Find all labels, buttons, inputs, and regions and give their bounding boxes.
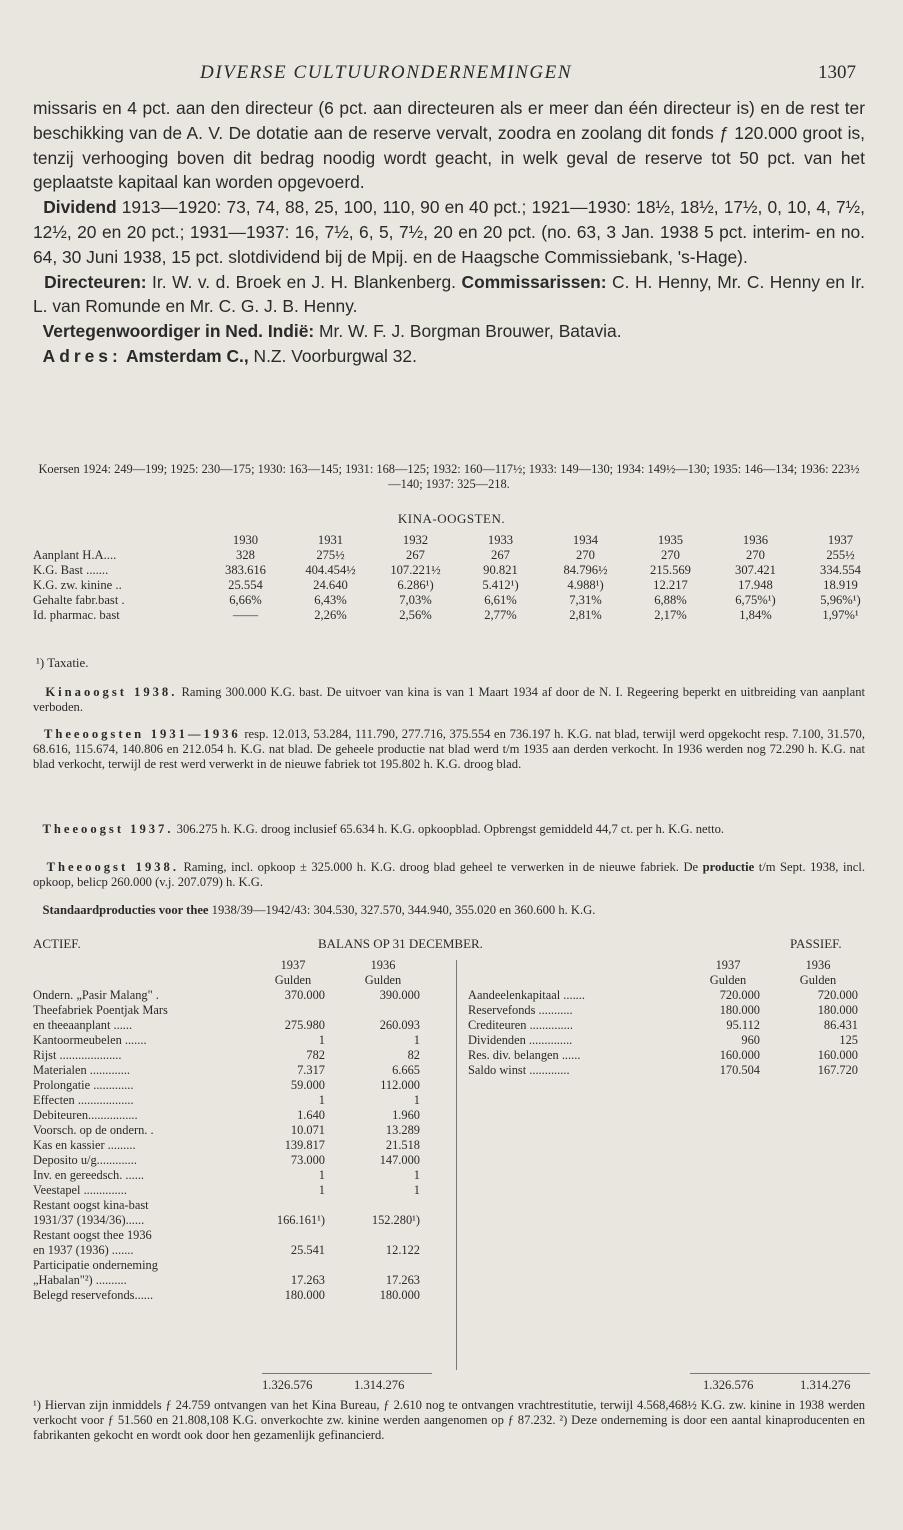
balance-row (33, 988, 453, 1003)
unit-label: Gulden (709, 973, 747, 987)
year-header-row (468, 958, 868, 973)
balance-value-1937: 7.317 (297, 1063, 325, 1077)
balance-value-1936: 160.000 (817, 1048, 858, 1062)
year-cell: 1931 (317, 533, 344, 547)
balance-value-1936: 180.000 (817, 1003, 858, 1017)
kina-table-title: KINA-OOGSTEN. (397, 511, 506, 526)
balance-row (468, 988, 868, 1003)
table-cell: 404.454½ (305, 563, 356, 577)
balans-divider (456, 960, 457, 1370)
balance-value-1936: 6.665 (392, 1063, 420, 1077)
balance-value-1936: 1 (413, 1183, 420, 1197)
balans-actief-heading: ACTIEF. (33, 936, 81, 951)
table-cell: 4.988¹) (567, 578, 604, 592)
balance-row-label: Kantoormeubelen ....... (33, 1033, 147, 1047)
balance-row (468, 1003, 868, 1018)
row-label: Aanplant H.A.... (33, 548, 117, 562)
table-cell: 334.554 (820, 563, 861, 577)
balance-row (33, 1063, 453, 1078)
year-cell: 1935 (657, 533, 684, 547)
table-cell: 270 (661, 548, 680, 562)
balance-value-1937: 275.980 (284, 1018, 325, 1032)
year-cell: 1936 (742, 533, 769, 547)
balance-value-1937: 782 (306, 1048, 325, 1062)
directeuren-text: Ir. W. v. d. Broek en J. H. Blankenberg. (146, 271, 462, 292)
balance-row-label: Kas en kassier ......... (33, 1138, 136, 1152)
row-label: Id. pharmac. bast (33, 608, 120, 622)
paragraph-representative (33, 319, 865, 344)
paragraph-address (33, 344, 865, 369)
balance-value-1937: 1 (318, 1168, 325, 1182)
balance-value-1936: 17.263 (385, 1273, 420, 1287)
balance-row-label: en theeaanplant ...... (33, 1018, 133, 1032)
year-cell: 1930 (232, 533, 259, 547)
table-cell: 6,43% (314, 593, 347, 607)
balance-value-1936: 147.000 (379, 1153, 420, 1167)
balance-value-1937: 720.000 (719, 988, 760, 1002)
balance-row-label: 1931/37 (1934/36)...... (33, 1213, 145, 1227)
balance-value-1936: 167.720 (817, 1063, 858, 1077)
balance-value-1937: 17.263 (290, 1273, 325, 1287)
kinaoogst-label: Kinaoogst 1938. (45, 685, 178, 699)
total-rule-left (262, 1373, 432, 1374)
balance-row (33, 1228, 453, 1243)
theeoogst-1938-label: Theeoogst 1938. (46, 860, 179, 874)
balance-row-label: en 1937 (1936) ....... (33, 1243, 134, 1257)
balance-value-1937: 370.000 (284, 988, 325, 1002)
table-cell: 5,96%¹) (820, 593, 861, 607)
balance-value-1936: 720.000 (817, 988, 858, 1002)
balance-value-1936: 12.122 (385, 1243, 420, 1257)
balance-row (33, 1168, 453, 1183)
year-cell: 1937 (827, 533, 854, 547)
company-body-text (33, 96, 865, 369)
balance-row-label: Rijst .................... (33, 1048, 122, 1062)
balance-row-label: „Habalan"²) .......... (33, 1273, 127, 1287)
table-cell: 255½ (826, 548, 855, 562)
balance-row (33, 1153, 453, 1168)
table-cell: 1,84% (739, 608, 772, 622)
balance-value-1936: 1.960 (392, 1108, 420, 1122)
balance-row (33, 1198, 453, 1213)
balance-row-label: Veestapel .............. (33, 1183, 127, 1197)
balance-row-label: Res. div. belangen ...... (468, 1048, 581, 1062)
unit-label: Gulden (274, 973, 312, 987)
balance-value-1937: 59.000 (290, 1078, 325, 1092)
theeoogst-1937-label: Theeoogst 1937. (42, 822, 174, 836)
balance-row (33, 1258, 453, 1273)
balance-row (468, 1063, 868, 1078)
table-cell: 2,77% (484, 608, 517, 622)
balance-row (468, 1033, 868, 1048)
table-cell: 2,26% (314, 608, 347, 622)
kinaoogst-text: Raming 300.000 K.G. bast. De uitvoer van kina is van 1 Maart 1934 af door de N. I. Regeering beperkt en uitbreiding van aanplant verboden. (33, 685, 865, 715)
balance-row-label: Voorsch. op de ondern. . (33, 1123, 154, 1137)
theeoogst-1938-text-a: Raming, incl. opkoop ± 325.000 h. K.G. droog blad geheel te verwerken in de nieuwe fabriek. De (179, 860, 703, 874)
balance-row (33, 1123, 453, 1138)
balance-row (33, 1078, 453, 1093)
balance-row (468, 1048, 868, 1063)
table-cell: 7,31% (569, 593, 602, 607)
balance-value-1936: 86.431 (823, 1018, 858, 1032)
theeoogsten-label: Theeoogsten 1931—1936 (43, 727, 241, 741)
year-label: 1936 (370, 958, 396, 972)
table-cell: 6,75%¹) (735, 593, 776, 607)
balance-value-1937: 1 (318, 1033, 325, 1047)
table-cell: 84.796½ (563, 563, 608, 577)
balance-row-label: Reservefonds ........... (468, 1003, 573, 1017)
balance-row-label: Participatie onderneming (33, 1258, 158, 1272)
table-cell: 25.554 (228, 578, 263, 592)
balance-value-1936: 152.280¹) (371, 1213, 420, 1227)
total-rule-right (690, 1373, 870, 1374)
balance-value-1937: 139.817 (284, 1138, 325, 1152)
year-label: 1937 (280, 958, 306, 972)
balance-value-1937: 170.504 (719, 1063, 760, 1077)
balance-row-label: Prolongatie ............. (33, 1078, 134, 1092)
balance-row-label: Dividenden .............. (468, 1033, 573, 1047)
unit-label: Gulden (799, 973, 837, 987)
kina-table (33, 533, 883, 623)
year-cell: 1934 (572, 533, 599, 547)
adres-label: Adres: (42, 345, 122, 366)
balance-row-label: Restant oogst kina-bast (33, 1198, 149, 1212)
total-right-1937: 1.326.576 (703, 1378, 754, 1392)
balance-value-1936: 1 (413, 1033, 420, 1047)
balance-row-label: Aandeelenkapitaal ....... (468, 988, 585, 1002)
balance-value-1937: 180.000 (719, 1003, 760, 1017)
paragraph-directors (33, 270, 865, 320)
balance-row-label: Debiteuren................ (33, 1108, 138, 1122)
balance-value-1937: 25.541 (290, 1243, 325, 1257)
table-cell: 2,17% (654, 608, 687, 622)
balance-value-1937: 180.000 (284, 1288, 325, 1302)
table-cell: 267 (491, 548, 510, 562)
table-cell: 328 (236, 548, 255, 562)
balans-title: BALANS OP 31 DECEMBER. (318, 936, 483, 951)
standaardproducties-text: 1938/39—1942/43: 304.530, 327.570, 344.940, 355.020 en 360.600 h. K.G. (208, 903, 596, 917)
table-row (33, 608, 883, 623)
balance-value-1936: 260.093 (379, 1018, 420, 1032)
paragraph-kinaoogst (33, 685, 865, 715)
balance-value-1936: 13.289 (385, 1123, 420, 1137)
table-cell: 6,61% (484, 593, 517, 607)
table-cell: 1,97%¹ (822, 608, 859, 622)
table-cell: 2,56% (399, 608, 432, 622)
balance-row (33, 1033, 453, 1048)
balance-value-1937: 1 (318, 1093, 325, 1107)
running-title: DIVERSE CULTUURONDERNEMINGEN (200, 62, 573, 83)
theeoogst-1938-text-b: t/m Sept. 1938, incl. opkoop, belicp 260.000 (v.j. 207.079) h. K.G. (33, 860, 865, 890)
balance-row (33, 1213, 453, 1228)
year-cell: 1932 (402, 533, 429, 547)
balance-value-1937: 10.071 (290, 1123, 325, 1137)
page-number: 1307 (818, 62, 856, 83)
table-cell: 6,88% (654, 593, 687, 607)
balance-row-label: Saldo winst ............. (468, 1063, 570, 1077)
unit-label: Gulden (364, 973, 402, 987)
row-label: K.G. Bast ....... (33, 563, 109, 577)
balance-row-label: Deposito u/g............. (33, 1153, 137, 1167)
table-cell: 215.569 (650, 563, 691, 577)
table-cell: 6.286¹) (397, 578, 434, 592)
total-right-1936: 1.314.276 (800, 1378, 851, 1392)
paragraph-standaardproducties (33, 903, 865, 918)
table-cell: 12.217 (653, 578, 688, 592)
balance-value-1937: 1 (318, 1183, 325, 1197)
balans-passief (468, 958, 868, 1078)
kina-footnote: ¹) Taxatie. (36, 655, 89, 670)
balance-row (33, 1138, 453, 1153)
year-label: 1937 (715, 958, 741, 972)
balance-value-1937: 1.640 (297, 1108, 325, 1122)
table-cell: 107.221½ (390, 563, 441, 577)
table-cell: 5.412¹) (482, 578, 519, 592)
theeoogst-1937-text: 306.275 h. K.G. droog inclusief 65.634 h. K.G. opkoopblad. Opbrengst gemiddeld 44,7 ct. per h. K.G. netto. (173, 822, 725, 836)
table-cell: 383.616 (225, 563, 266, 577)
balance-value-1936: 82 (407, 1048, 420, 1062)
productie-word: productie (702, 860, 755, 874)
balance-value-1937: 73.000 (290, 1153, 325, 1167)
table-cell: 307.421 (735, 563, 776, 577)
balance-value-1936: 125 (839, 1033, 858, 1047)
balance-row (33, 1003, 453, 1018)
standaardproducties-label: Standaardproducties voor thee (42, 903, 209, 917)
balance-row-label: Restant oogst thee 1936 (33, 1228, 152, 1242)
vertegenwoordiger-label: Vertegenwoordiger in Ned. Indië: (42, 321, 315, 342)
table-cell: 7,03% (399, 593, 432, 607)
balance-row (33, 1018, 453, 1033)
year-label: 1936 (805, 958, 831, 972)
balance-row (33, 1273, 453, 1288)
balance-row-label: Inv. en gereedsch. ...... (33, 1168, 145, 1182)
balance-value-1936: 112.000 (380, 1078, 420, 1092)
table-cell: 24.640 (313, 578, 348, 592)
table-row (33, 548, 883, 563)
balance-row (33, 1048, 453, 1063)
balance-row (33, 1108, 453, 1123)
table-cell: —— (232, 608, 259, 622)
balance-row-label: Belegd reservefonds...... (33, 1288, 154, 1302)
balans-passief-heading: PASSIEF. (790, 936, 842, 951)
kina-year-row (33, 533, 883, 548)
year-header-row (33, 958, 453, 973)
directeuren-label: Directeuren: (44, 271, 147, 292)
balance-row (33, 1288, 453, 1303)
balance-row (33, 1093, 453, 1108)
balance-value-1936: 1 (413, 1093, 420, 1107)
table-cell: 267 (406, 548, 425, 562)
running-header (0, 62, 903, 86)
adres-city: Amsterdam C., (121, 345, 249, 366)
unit-header-row (468, 973, 868, 988)
table-cell: 17.948 (738, 578, 773, 592)
table-cell: 270 (746, 548, 765, 562)
paragraph-theeoogst-1937 (33, 822, 865, 837)
balans-footnote: ¹) Hiervan zijn inmiddels ƒ 24.759 ontvangen van het Kina Bureau, ƒ 2.610 nog te ontvangen vrachtrestitutie, terwijl 4.568,468½ K.G. zw. kinine in 1938 werden verkocht voor ƒ 51.560 en 21.808,108 K.G. onverkochte zw. kinine werden aangenomen op ƒ 87.232. ²) Deze onderneming is door een aantal kinaproducenten en fabrikanten gekocht en wordt ook door hen gezamenlijk gefinancierd. (33, 1398, 865, 1442)
total-left-1936: 1.314.276 (354, 1378, 405, 1392)
table-row (33, 563, 883, 578)
balance-row-label: Materialen ............. (33, 1063, 131, 1077)
balance-value-1937: 166.161¹) (276, 1213, 325, 1227)
table-cell: 90.821 (483, 563, 518, 577)
paragraph-reserve: missaris en 4 pct. aan den directeur (6 pct. aan directeuren als er meer dan één directeur is) en de rest ter beschikking van de A. V. De dotatie aan de reserve vervalt, zoodra en zoolang dit fonds ƒ 120.000 groot is, tenzij verhooging boven dit bedrag noodig wordt geacht, in welk geval de reserve tot 50 pct. van het geplaatste kapitaal kan worden opgevoerd. (33, 98, 865, 193)
balance-row (33, 1183, 453, 1198)
dividend-text: 1913—1920: 73, 74, 88, 25, 100, 110, 90 en 40 pct.; 1921—1930: 18½, 18½, 17½, 0, 10, 4, 7½, 12½, 20 en 20 pct.; 1931—1937: 16, 7½, 6, 5, 7½, 20 en 20 pct. (no. 63, 3 Jan. 1938 5 pct. interim- en no. 64, 30 Juni 1938, 15 pct. slotdividend bij de Mpij. en de Haagsche Commissiebank, 's-Hage). (33, 197, 865, 267)
table-row (33, 593, 883, 608)
total-left-1937: 1.326.576 (262, 1378, 313, 1392)
balance-value-1936: 1 (413, 1168, 420, 1182)
table-cell: 270 (576, 548, 595, 562)
row-label: K.G. zw. kinine .. (33, 578, 122, 592)
balance-row (468, 1018, 868, 1033)
theeoogsten-text: resp. 12.013, 53.284, 111.790, 277.716, 375.554 en 736.197 h. K.G. nat blad, terwijl werd opgekocht resp. 7.100, 31.570, 68.616, 115.674, 140.806 en 212.054 h. K.G. nat blad. De geheele productie nat blad werd t/m 1935 aan derden verkocht. In 1936 werden nog 72.290 h. K.G. nat blad verkocht, terwijl de rest werd verwerkt in de nieuwe fabriek tot 195.802 h. K.G. droog blad. (33, 727, 866, 772)
koersen-line: Koersen 1924: 249—199; 1925: 230—175; 1930: 163—145; 1931: 168—125; 1932: 160—117½; 1933: 149—130; 1934: 149½—130; 1935: 146—134; 1936: 223½—140; 1937: 325—218. (38, 462, 860, 491)
adres-text: N.Z. Voorburgwal 32. (248, 345, 417, 366)
unit-header-row (33, 973, 453, 988)
balance-value-1936: 21.518 (385, 1138, 420, 1152)
balance-value-1936: 180.000 (379, 1288, 420, 1302)
commissarissen-label: Commissarissen: (461, 271, 607, 292)
table-row (33, 578, 883, 593)
balance-value-1937: 960 (741, 1033, 760, 1047)
row-label: Gehalte fabr.bast . (33, 593, 125, 607)
vertegenwoordiger-text: Mr. W. F. J. Borgman Brouwer, Batavia. (314, 321, 622, 342)
commissarissen-text: C. H. Henny, Mr. C. Henny en Ir. L. van Romunde en Mr. C. G. J. B. Henny. (33, 271, 865, 317)
balance-value-1936: 390.000 (379, 988, 420, 1002)
balance-row-label: Crediteuren .............. (468, 1018, 573, 1032)
balance-row-label: Effecten .................. (33, 1093, 134, 1107)
balance-value-1937: 160.000 (719, 1048, 760, 1062)
balance-row-label: Ondern. „Pasir Malang" . (33, 988, 159, 1002)
balance-row (33, 1243, 453, 1258)
balans-actief (33, 958, 453, 1303)
dividend-label: Dividend (43, 197, 117, 218)
paragraph-theeoogsten (33, 727, 865, 773)
table-cell: 6,66% (229, 593, 262, 607)
table-cell: 18.919 (823, 578, 858, 592)
table-cell: 2,81% (569, 608, 602, 622)
paragraph-theeoogst-1938 (33, 860, 865, 890)
year-cell: 1933 (487, 533, 514, 547)
balance-value-1937: 95.112 (726, 1018, 760, 1032)
table-cell: 275½ (316, 548, 345, 562)
paragraph-dividend (33, 195, 865, 269)
balance-row-label: Theefabriek Poentjak Mars (33, 1003, 168, 1017)
